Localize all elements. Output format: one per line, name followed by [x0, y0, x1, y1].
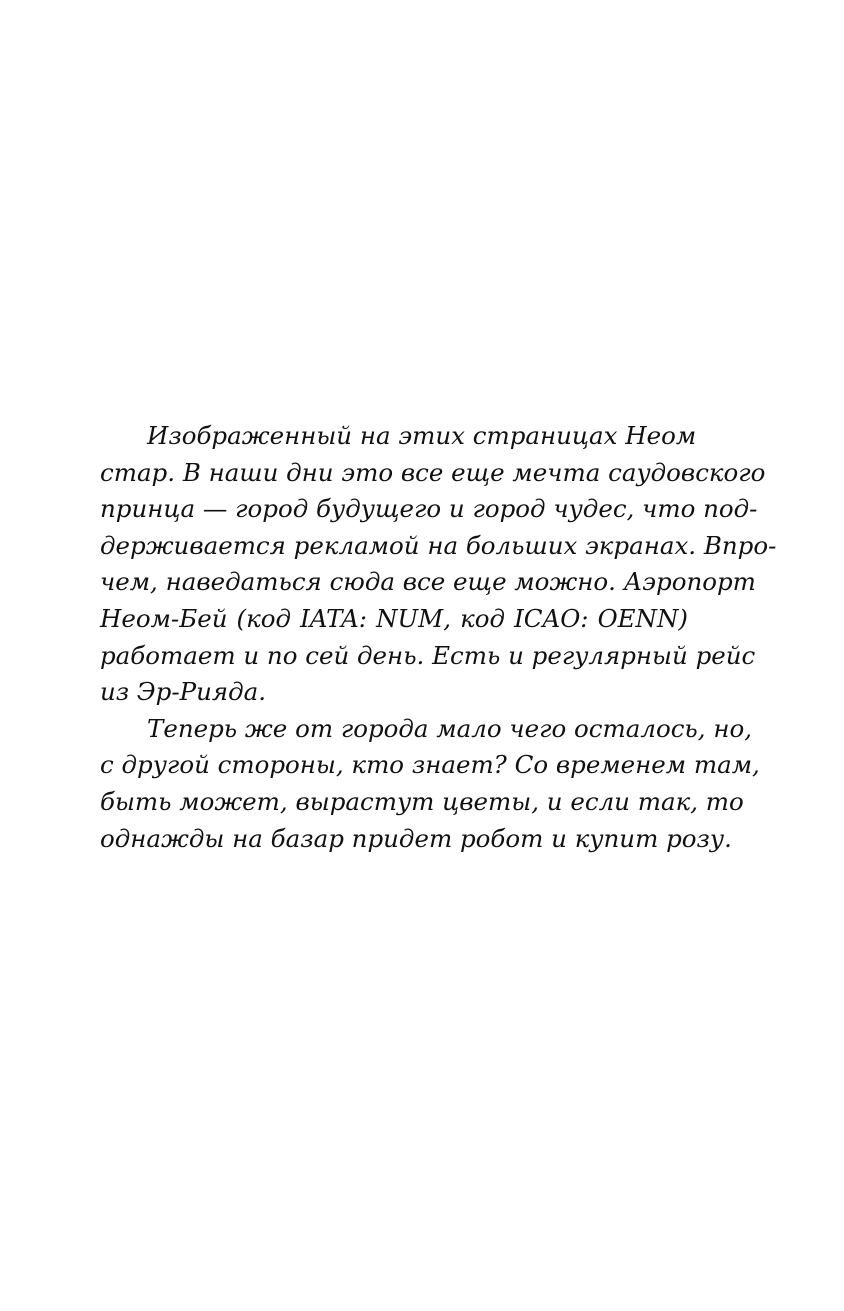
text-line: стар. В наши дни это все еще мечта саудовского: [100, 457, 766, 487]
text-line: Изображенный на этих страницах Неом: [147, 421, 697, 450]
text-line: с другой стороны, кто знает? Со временем там,: [100, 750, 760, 780]
text-line: из Эр-Рияда.: [100, 677, 267, 707]
text-line: Неом-Бей (код IATA: NUM, код ICAO: OENN): [100, 603, 688, 633]
text-line: Теперь же от города мало чего осталось, но,: [147, 713, 753, 743]
text-line: быть может, вырастут цветы, и если так, то: [100, 786, 744, 816]
text-line: держивается рекламой на больших экранах. Впро-: [100, 530, 777, 560]
text-line: однажды на базар придет робот и купит розу.: [100, 823, 732, 853]
paragraph-2: [100, 711, 760, 857]
text-line: принца — город будущего и город чудес, что под-: [100, 494, 758, 524]
text-line: чем, наведаться сюда все еще можно. Аэропорт: [100, 567, 756, 597]
paragraph-1: [100, 418, 777, 711]
text-line: работает и по сей день. Есть и регулярный рейс: [100, 640, 756, 670]
body-text: [100, 418, 777, 857]
